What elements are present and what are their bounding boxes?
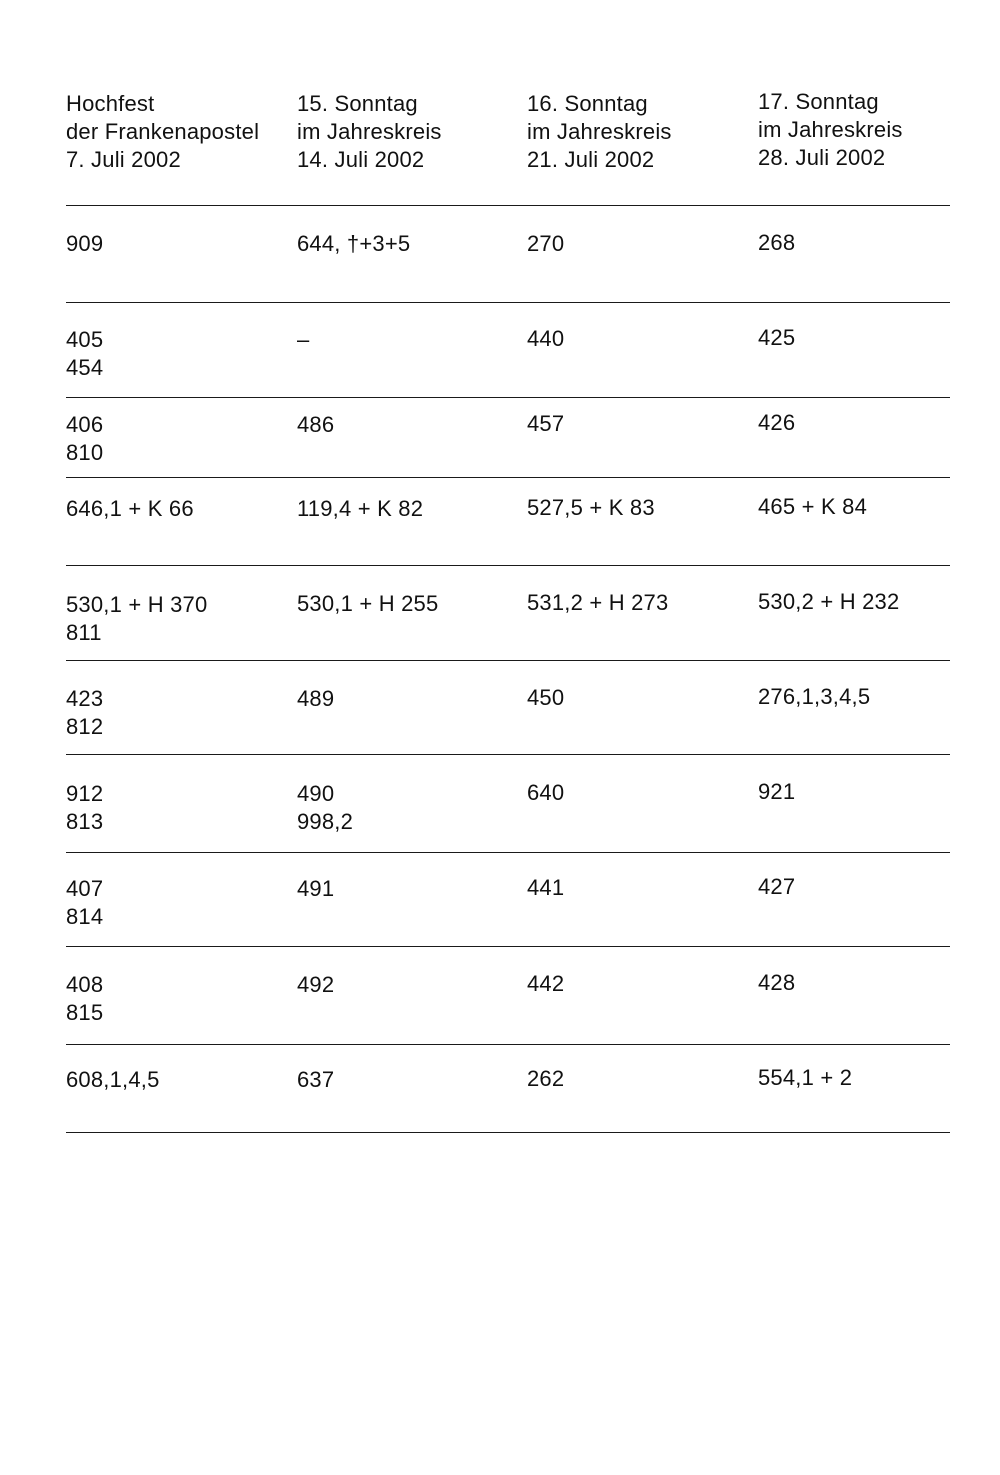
- cell-r7-c4: [758, 778, 795, 806]
- cell-line: 423: [66, 686, 104, 711]
- cell-r1-c3: [527, 230, 564, 258]
- cell-line: 912: [66, 781, 104, 806]
- header-col-4: [758, 88, 903, 172]
- row-divider: [66, 1132, 950, 1133]
- cell-r4-c4: [758, 493, 867, 521]
- cell-line: 909: [66, 231, 104, 256]
- cell-r6-c2: [297, 685, 334, 713]
- cell-r8-c2: [297, 875, 334, 903]
- row-divider: [66, 1044, 950, 1045]
- cell-line: 262: [527, 1066, 565, 1091]
- cell-line: 530,1 + H 255: [297, 591, 439, 616]
- cell-r7-c2: [297, 780, 353, 836]
- header-line: 16. Sonntag: [527, 91, 648, 116]
- cell-r1-c4: [758, 229, 795, 257]
- header-line: im Jahreskreis: [527, 119, 672, 144]
- cell-r10-c1: [66, 1066, 160, 1094]
- cell-r5-c1: [66, 591, 207, 647]
- cell-line: 276,1,3,4,5: [758, 684, 871, 709]
- cell-r2-c3: [527, 325, 564, 353]
- header-line: 7. Juli 2002: [66, 147, 181, 172]
- cell-r6-c1: [66, 685, 103, 741]
- cell-line: 998,2: [297, 809, 354, 834]
- cell-line: 442: [527, 971, 565, 996]
- cell-line: 427: [758, 874, 796, 899]
- header-line: 14. Juli 2002: [297, 147, 425, 172]
- header-line: der Frankenapostel: [66, 119, 260, 144]
- cell-line: 815: [66, 1000, 104, 1025]
- cell-line: 441: [527, 875, 565, 900]
- cell-r5-c4: [758, 588, 899, 616]
- cell-r9-c2: [297, 971, 334, 999]
- cell-r10-c2: [297, 1066, 334, 1094]
- cell-r3-c1: [66, 411, 103, 467]
- row-divider: [66, 660, 950, 661]
- cell-line: –: [297, 327, 310, 352]
- cell-r1-c1: [66, 230, 103, 258]
- cell-line: 465 + K 84: [758, 494, 868, 519]
- cell-line: 810: [66, 440, 104, 465]
- cell-line: 405: [66, 327, 104, 352]
- cell-line: 457: [527, 411, 565, 436]
- cell-line: 644, †+3+5: [297, 231, 411, 256]
- cell-line: 454: [66, 355, 104, 380]
- cell-r5-c2: [297, 590, 438, 618]
- cell-r4-c2: [297, 495, 423, 523]
- cell-line: 489: [297, 686, 335, 711]
- cell-line: 646,1 + K 66: [66, 496, 194, 521]
- cell-r2-c4: [758, 324, 795, 352]
- cell-r8-c3: [527, 874, 564, 902]
- cell-r3-c3: [527, 410, 564, 438]
- header-line: Hochfest: [66, 91, 155, 116]
- row-divider: [66, 205, 950, 206]
- header-col-3: [527, 90, 672, 174]
- cell-line: 426: [758, 410, 796, 435]
- cell-line: 527,5 + K 83: [527, 495, 655, 520]
- cell-line: 608,1,4,5: [66, 1067, 160, 1092]
- header-col-2: [297, 90, 442, 174]
- cell-line: 407: [66, 876, 104, 901]
- cell-line: 406: [66, 412, 104, 437]
- cell-line: 491: [297, 876, 335, 901]
- cell-r9-c3: [527, 970, 564, 998]
- row-divider: [66, 852, 950, 853]
- row-divider: [66, 946, 950, 947]
- cell-r10-c4: [758, 1064, 852, 1092]
- header-line: im Jahreskreis: [758, 117, 903, 142]
- cell-line: 428: [758, 970, 796, 995]
- cell-line: 492: [297, 972, 335, 997]
- cell-line: 811: [66, 620, 102, 645]
- cell-r9-c1: [66, 971, 103, 1027]
- cell-line: 119,4 + K 82: [297, 496, 424, 521]
- header-line: im Jahreskreis: [297, 119, 442, 144]
- cell-line: 268: [758, 230, 796, 255]
- header-line: 15. Sonntag: [297, 91, 418, 116]
- cell-r5-c3: [527, 589, 668, 617]
- cell-r1-c2: [297, 230, 410, 258]
- header-col-1: [66, 90, 259, 174]
- cell-r6-c3: [527, 684, 564, 712]
- cell-line: 486: [297, 412, 335, 437]
- cell-r3-c4: [758, 409, 795, 437]
- cell-line: 637: [297, 1067, 335, 1092]
- cell-r8-c4: [758, 873, 795, 901]
- cell-line: 425: [758, 325, 796, 350]
- cell-line: 490: [297, 781, 335, 806]
- cell-line: 270: [527, 231, 565, 256]
- cell-r7-c3: [527, 779, 564, 807]
- cell-r8-c1: [66, 875, 103, 931]
- cell-line: 530,2 + H 232: [758, 589, 900, 614]
- cell-line: 440: [527, 326, 565, 351]
- cell-r2-c2: [297, 326, 309, 354]
- cell-r7-c1: [66, 780, 103, 836]
- header-line: 17. Sonntag: [758, 89, 879, 114]
- row-divider: [66, 477, 950, 478]
- row-divider: [66, 302, 950, 303]
- cell-r2-c1: [66, 326, 103, 382]
- cell-r3-c2: [297, 411, 334, 439]
- cell-line: 408: [66, 972, 104, 997]
- cell-line: 921: [758, 779, 796, 804]
- cell-line: 812: [66, 714, 104, 739]
- cell-line: 450: [527, 685, 565, 710]
- cell-line: 814: [66, 904, 104, 929]
- cell-r4-c3: [527, 494, 655, 522]
- cell-r10-c3: [527, 1065, 564, 1093]
- cell-line: 813: [66, 809, 104, 834]
- cell-line: 530,1 + H 370: [66, 592, 208, 617]
- row-divider: [66, 754, 950, 755]
- cell-line: 531,2 + H 273: [527, 590, 669, 615]
- header-line: 21. Juli 2002: [527, 147, 655, 172]
- row-divider: [66, 397, 950, 398]
- cell-r6-c4: [758, 683, 870, 711]
- header-line: 28. Juli 2002: [758, 145, 886, 170]
- cell-r9-c4: [758, 969, 795, 997]
- cell-r4-c1: [66, 495, 194, 523]
- cell-line: 554,1 + 2: [758, 1065, 853, 1090]
- cell-line: 640: [527, 780, 565, 805]
- row-divider: [66, 565, 950, 566]
